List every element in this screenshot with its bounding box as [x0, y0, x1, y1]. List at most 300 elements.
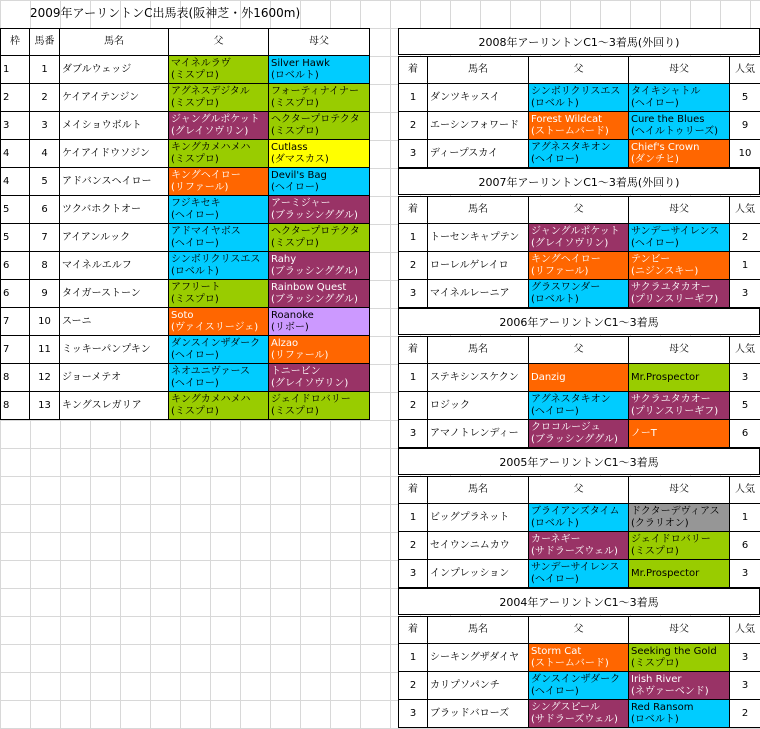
header-horse-name: 馬名: [428, 617, 529, 644]
sire-cell: [169, 308, 269, 336]
rank-cell: 2: [399, 112, 428, 140]
sire-cell-line1: カーネギー: [531, 533, 581, 545]
dam-sire-cell: [629, 140, 730, 168]
table-row: [399, 112, 760, 140]
dam-sire-cell: [269, 140, 370, 168]
table-row: [399, 364, 760, 392]
sire-cell: [529, 504, 629, 532]
dam-sire-cell: [269, 336, 370, 364]
sire-cell-line1: シンボリクリスエス: [171, 253, 261, 265]
horse-name-cell: マイネルエルフ: [60, 252, 169, 280]
results-header-row: [399, 617, 760, 644]
sire-cell: [529, 420, 629, 448]
horse-name-cell: ツクバホクトオー: [60, 196, 169, 224]
dam-sire-cell-line2: (ミスプロ): [271, 237, 319, 249]
dam-sire-cell-line1: Devil's Bag: [271, 169, 327, 181]
sire-cell: [169, 224, 269, 252]
horse-name-cell: シーキングザダイヤ: [428, 644, 529, 672]
popularity-cell: 3: [730, 672, 760, 700]
entries-table: [0, 28, 370, 420]
sheet-title: 2009年アーリントンC出馬表(阪神芝・外1600m): [30, 6, 301, 20]
dam-sire-cell-line1: Seeking the Gold: [631, 645, 717, 657]
sire-cell-line2: (サドラーズウェル): [531, 545, 618, 557]
header-dam-sire: 母父: [629, 197, 730, 224]
sire-cell: [169, 252, 269, 280]
umaban-cell: 1: [30, 56, 60, 84]
sire-cell-line2: (リファール): [531, 265, 589, 277]
dam-sire-cell-line1: Irish River: [631, 673, 682, 685]
horse-name-cell: セイウンニムカウ: [428, 532, 529, 560]
dam-sire-cell-line1: テンビー: [631, 253, 671, 265]
waku-cell: 7: [1, 308, 30, 336]
header-rank: 着: [399, 57, 428, 84]
sire-cell-line1: シングスピール: [531, 701, 600, 713]
rank-cell: 3: [399, 140, 428, 168]
dam-sire-cell-line2: (ミスプロ): [271, 125, 319, 137]
header-dam-sire: 母父: [629, 617, 730, 644]
horse-name-cell: トーセンキャプテン: [428, 224, 529, 252]
dam-sire-cell-line2: (ミスプロ): [271, 405, 319, 417]
table-row: [1, 56, 370, 84]
results-caption: 2005年アーリントンC1～3着馬: [398, 448, 760, 475]
sire-cell-line1: アフリート: [171, 281, 221, 293]
sire-cell: [169, 364, 269, 392]
dam-sire-cell-line2: (リファール): [271, 349, 329, 361]
sire-cell-line1: ネオユニヴァース: [171, 365, 250, 377]
sire-cell: [529, 532, 629, 560]
horse-name-cell: スーニ: [60, 308, 169, 336]
header-horse-name: 馬名: [428, 477, 529, 504]
sire-cell: [529, 700, 629, 728]
sire-cell-line2: (ミスプロ): [171, 405, 219, 417]
sire-cell: [169, 112, 269, 140]
dam-sire-cell: [269, 56, 370, 84]
waku-cell: 6: [1, 280, 30, 308]
horse-name-cell: ローレルゲレイロ: [428, 252, 529, 280]
dam-sire-cell-line1: Alzao: [271, 337, 299, 349]
waku-cell: 3: [1, 112, 30, 140]
umaban-cell: 13: [30, 392, 60, 420]
dam-sire-cell: [269, 252, 370, 280]
dam-sire-cell-line1: ジェイドロバリー: [271, 393, 351, 405]
horse-name-cell: ミッキーパンプキン: [60, 336, 169, 364]
umaban-cell: 10: [30, 308, 60, 336]
dam-sire-cell: [629, 672, 730, 700]
table-row: [1, 140, 370, 168]
sire-cell: [529, 392, 629, 420]
sire-cell-line2: (ヘイロー): [171, 377, 219, 389]
sire-cell-line2: (ストームバード): [531, 657, 609, 669]
rank-cell: 2: [399, 392, 428, 420]
dam-sire-cell-line1: ヘクタープロテクタ: [271, 225, 360, 237]
sire-cell-line1: キングヘイロー: [531, 253, 601, 265]
header-horse-name: 馬名: [428, 57, 529, 84]
popularity-cell: 2: [730, 224, 760, 252]
waku-cell: 8: [1, 392, 30, 420]
table-row: [1, 364, 370, 392]
header-sire: 父: [169, 29, 269, 56]
dam-sire-cell: [629, 84, 730, 112]
sire-cell: [169, 280, 269, 308]
sire-cell: [529, 644, 629, 672]
sire-cell-line1: アグネスデジタル: [171, 85, 250, 97]
dam-sire-cell-line2: (ヘイロー): [631, 237, 679, 249]
sire-cell-line2: (ロベルト): [531, 97, 579, 109]
sire-cell: [169, 392, 269, 420]
rank-cell: 1: [399, 364, 428, 392]
dam-sire-cell: [269, 392, 370, 420]
umaban-cell: 6: [30, 196, 60, 224]
popularity-cell: 5: [730, 84, 760, 112]
umaban-cell: 12: [30, 364, 60, 392]
results-caption: 2007年アーリントンC1～3着馬(外回り): [398, 168, 760, 195]
table-row: [399, 504, 760, 532]
header-sire: 父: [529, 57, 629, 84]
rank-cell: 2: [399, 532, 428, 560]
dam-sire-cell-line2: (クラリオン): [631, 517, 689, 529]
dam-sire-cell: [629, 644, 730, 672]
results-table: [398, 56, 760, 168]
sire-cell-line2: (ロベルト): [171, 265, 219, 277]
header-dam-sire: 母父: [629, 337, 730, 364]
popularity-cell: 3: [730, 280, 760, 308]
rank-cell: 2: [399, 672, 428, 700]
dam-sire-cell: [629, 560, 730, 588]
sire-cell-line2: (グレイソヴリン): [171, 125, 249, 137]
table-row: [1, 224, 370, 252]
waku-cell: 2: [1, 84, 30, 112]
table-row: [1, 84, 370, 112]
dam-sire-cell-line2: (グレイソヴリン): [271, 377, 349, 389]
sire-cell-line2: (ロベルト): [531, 293, 579, 305]
umaban-cell: 8: [30, 252, 60, 280]
sire-cell-line1: グラスワンダー: [531, 281, 601, 293]
sire-cell-line1: シンボリクリスエス: [531, 85, 621, 97]
umaban-cell: 9: [30, 280, 60, 308]
dam-sire-cell-line1: サンデーサイレンス: [631, 225, 720, 237]
table-row: [399, 420, 760, 448]
dam-sire-cell: [629, 112, 730, 140]
results-caption: 2004年アーリントンC1～3着馬: [398, 588, 760, 615]
sire-cell-line1: キングカメハメハ: [171, 393, 251, 405]
dam-sire-cell: [269, 168, 370, 196]
table-row: [1, 196, 370, 224]
dam-sire-cell: [629, 504, 730, 532]
dam-sire-cell: [629, 364, 730, 392]
dam-sire-cell-line1: ジェイドロバリー: [631, 533, 711, 545]
popularity-cell: 10: [730, 140, 760, 168]
table-row: [399, 700, 760, 728]
sire-cell-line2: (ヘイロー): [531, 573, 579, 585]
table-row: [1, 308, 370, 336]
results-table: [398, 336, 760, 448]
dam-sire-cell-line1: フォーティナイナー: [271, 85, 359, 97]
header-sire: 父: [529, 477, 629, 504]
horse-name-cell: ステキシンスケクン: [428, 364, 529, 392]
header-dam-sire: 母父: [269, 29, 370, 56]
horse-name-cell: ブラッドバローズ: [428, 700, 529, 728]
umaban-cell: 11: [30, 336, 60, 364]
sire-cell-line2: (ヘイロー): [531, 685, 579, 697]
horse-name-cell: インプレッション: [428, 560, 529, 588]
horse-name-cell: アマノトレンディー: [428, 420, 529, 448]
horse-name-cell: キングスレガリア: [60, 392, 169, 420]
dam-sire-cell: [629, 280, 730, 308]
popularity-cell: 2: [730, 700, 760, 728]
header-sire: 父: [529, 337, 629, 364]
sire-cell-line1: ダンスインザダーク: [171, 337, 261, 349]
popularity-cell: 6: [730, 532, 760, 560]
sire-cell-line2: (ブラッシンググル): [531, 433, 618, 445]
dam-sire-cell-line2: (ロベルト): [631, 713, 679, 725]
horse-name-cell: ダンツキッスイ: [428, 84, 529, 112]
dam-sire-cell-line1: Rahy: [271, 253, 297, 265]
horse-name-cell: メイショウボルト: [60, 112, 169, 140]
horse-name-cell: アドバンスヘイロー: [60, 168, 169, 196]
dam-sire-cell: [629, 224, 730, 252]
rank-cell: 3: [399, 560, 428, 588]
sire-cell-line2: (ミスプロ): [171, 97, 219, 109]
waku-cell: 4: [1, 168, 30, 196]
popularity-cell: 6: [730, 420, 760, 448]
header-rank: 着: [399, 477, 428, 504]
table-row: [399, 560, 760, 588]
horse-name-cell: ビッグプラネット: [428, 504, 529, 532]
sire-cell-line1: ダンスインザダーク: [531, 673, 621, 685]
sire-cell-line1: アグネスタキオン: [531, 141, 611, 153]
header-waku: 枠: [1, 29, 30, 56]
table-row: [399, 224, 760, 252]
header-popularity: 人気: [730, 57, 760, 84]
header-popularity: 人気: [730, 197, 760, 224]
header-popularity: 人気: [730, 477, 760, 504]
sire-cell-line1: Soto: [171, 309, 194, 321]
dam-sire-cell: [269, 280, 370, 308]
sire-cell-line1: キングカメハメハ: [171, 141, 251, 153]
dam-sire-cell-line1: ドクターデヴィアス: [631, 505, 720, 517]
popularity-cell: 5: [730, 392, 760, 420]
horse-name-cell: ダブルウェッジ: [60, 56, 169, 84]
rank-cell: 1: [399, 84, 428, 112]
sire-cell: [169, 196, 269, 224]
horse-name-cell: ケイアイドウソジン: [60, 140, 169, 168]
dam-sire-cell: [629, 532, 730, 560]
sire-cell-line2: (ミスプロ): [171, 69, 219, 81]
table-row: [1, 280, 370, 308]
table-row: [399, 140, 760, 168]
dam-sire-cell-line2: (ミスプロ): [631, 657, 679, 669]
popularity-cell: 3: [730, 364, 760, 392]
table-row: [399, 280, 760, 308]
rank-cell: 1: [399, 504, 428, 532]
sire-cell-line2: (ストームバード): [531, 125, 609, 137]
sire-cell-line1: アドマイヤボス: [171, 225, 241, 237]
dam-sire-cell-line2: (ブラッシンググル): [271, 209, 358, 221]
header-popularity: 人気: [730, 337, 760, 364]
header-horse-name: 馬名: [428, 197, 529, 224]
sire-cell: [529, 112, 629, 140]
sire-cell-line2: (ヴァイスリージェ): [171, 321, 259, 333]
horse-name-cell: アイアンルック: [60, 224, 169, 252]
waku-cell: 6: [1, 252, 30, 280]
dam-sire-cell: [629, 700, 730, 728]
waku-cell: 4: [1, 140, 30, 168]
dam-sire-cell-line1: トニービン: [271, 365, 321, 377]
dam-sire-cell: [269, 224, 370, 252]
results-caption: 2008年アーリントンC1～3着馬(外回り): [398, 28, 760, 55]
entries-header-row: [1, 29, 370, 56]
sire-cell: [169, 140, 269, 168]
results-caption: 2006年アーリントンC1～3着馬: [398, 308, 760, 335]
dam-sire-cell-line2: (ネヴァーベンド): [631, 685, 709, 697]
dam-sire-cell-line2: (プリンスリーギフ): [631, 293, 719, 305]
horse-name-cell: ロジック: [428, 392, 529, 420]
dam-sire-cell-line1: Rainbow Quest: [271, 281, 347, 293]
header-dam-sire: 母父: [629, 477, 730, 504]
dam-sire-cell-line1: サクラユタカオー: [631, 393, 711, 405]
horse-name-cell: タイガーストーン: [60, 280, 169, 308]
sire-cell-line1: フジキセキ: [171, 197, 221, 209]
sire-cell: [529, 280, 629, 308]
dam-sire-cell-line2: (ブラッシンググル): [271, 293, 358, 305]
waku-cell: 7: [1, 336, 30, 364]
dam-sire-cell-line2: (ミスプロ): [631, 545, 679, 557]
table-row: [1, 168, 370, 196]
rank-cell: 3: [399, 700, 428, 728]
popularity-cell: 9: [730, 112, 760, 140]
sire-cell-line2: (サドラーズウェル): [531, 713, 618, 725]
results-header-row: [399, 197, 760, 224]
dam-sire-cell: [629, 392, 730, 420]
results-header-row: [399, 57, 760, 84]
dam-sire-cell-line1: Red Ransom: [631, 701, 694, 713]
dam-sire-cell-line2: (ヘイロー): [631, 97, 679, 109]
sire-cell-line1: マイネルラヴ: [171, 57, 231, 69]
sire-cell-line1: クロコルージュ: [531, 421, 601, 433]
horse-name-cell: カリプソパンチ: [428, 672, 529, 700]
dam-sire-cell-line1: Roanoke: [271, 309, 314, 321]
dam-sire-cell-line2: (ロベルト): [271, 69, 319, 81]
sire-cell-line1: Forest Wildcat: [531, 113, 602, 125]
horse-name-cell: マイネルレーニア: [428, 280, 529, 308]
horse-name-cell: ジョーメテオ: [60, 364, 169, 392]
dam-sire-cell-line1: Cutlass: [271, 141, 308, 153]
rank-cell: 1: [399, 644, 428, 672]
sire-cell: [529, 364, 629, 392]
dam-sire-cell-line1: Chief's Crown: [631, 141, 700, 153]
results-header-row: [399, 337, 760, 364]
sire-cell-line2: (ヘイロー): [531, 405, 579, 417]
waku-cell: 5: [1, 224, 30, 252]
dam-sire-cell-line1: Mr.Prospector: [631, 567, 700, 579]
dam-sire-cell-line2: (ヘイロー): [271, 181, 319, 193]
popularity-cell: 3: [730, 644, 760, 672]
sire-cell: [529, 672, 629, 700]
waku-cell: 5: [1, 196, 30, 224]
dam-sire-cell-line1: Cure the Blues: [631, 113, 705, 125]
horse-name-cell: ディープスカイ: [428, 140, 529, 168]
sire-cell-line1: ブライアンズタイム: [531, 505, 620, 517]
dam-sire-cell-line1: Mr.Prospector: [631, 371, 700, 383]
umaban-cell: 2: [30, 84, 60, 112]
sire-cell-line1: ジャングルポケット: [171, 113, 260, 125]
dam-sire-cell-line2: (ブラッシンググル): [271, 265, 358, 277]
sire-cell-line2: (ヘイロー): [171, 209, 219, 221]
dam-sire-cell-line1: アーミジャー: [271, 197, 331, 209]
umaban-cell: 7: [30, 224, 60, 252]
dam-sire-cell-line2: (ヘイルトゥリーズ): [631, 125, 719, 137]
dam-sire-cell: [629, 252, 730, 280]
horse-name-cell: エーシンフォワード: [428, 112, 529, 140]
table-row: [399, 392, 760, 420]
table-row: [399, 84, 760, 112]
dam-sire-cell-line2: (ダマスカス): [271, 153, 329, 165]
sire-cell-line1: サンデーサイレンス: [531, 561, 620, 573]
sire-cell: [169, 336, 269, 364]
sire-cell-line2: (ミスプロ): [171, 153, 219, 165]
header-rank: 着: [399, 617, 428, 644]
header-sire: 父: [529, 617, 629, 644]
dam-sire-cell: [269, 84, 370, 112]
horse-name-cell: ケイアイテンジン: [60, 84, 169, 112]
results-table: [398, 616, 760, 728]
table-row: [1, 392, 370, 420]
header-umaban: 馬番: [30, 29, 60, 56]
header-rank: 着: [399, 197, 428, 224]
table-row: [399, 252, 760, 280]
sire-cell: [169, 168, 269, 196]
dam-sire-cell-line1: サクラユタカオー: [631, 281, 711, 293]
sire-cell-line2: (ヘイロー): [171, 349, 219, 361]
results-table: [398, 476, 760, 588]
dam-sire-cell: [269, 196, 370, 224]
sire-cell-line2: (ミスプロ): [171, 293, 219, 305]
dam-sire-cell-line1: ヘクタープロテクタ: [271, 113, 360, 125]
dam-sire-cell-line1: Silver Hawk: [271, 57, 330, 69]
sire-cell: [529, 560, 629, 588]
rank-cell: 1: [399, 224, 428, 252]
umaban-cell: 3: [30, 112, 60, 140]
sire-cell-line2: (ヘイロー): [171, 237, 219, 249]
table-row: [1, 112, 370, 140]
header-popularity: 人気: [730, 617, 760, 644]
sire-cell: [529, 224, 629, 252]
table-row: [1, 336, 370, 364]
header-dam-sire: 母父: [629, 57, 730, 84]
popularity-cell: 1: [730, 504, 760, 532]
dam-sire-cell: [629, 420, 730, 448]
header-sire: 父: [529, 197, 629, 224]
dam-sire-cell-line2: (リボー): [271, 321, 309, 333]
header-horse-name: 馬名: [60, 29, 169, 56]
popularity-cell: 1: [730, 252, 760, 280]
sire-cell: [169, 56, 269, 84]
dam-sire-cell: [269, 364, 370, 392]
sire-cell-line1: アグネスタキオン: [531, 393, 611, 405]
dam-sire-cell-line2: (ニジンスキー): [631, 265, 699, 277]
popularity-cell: 3: [730, 560, 760, 588]
sire-cell: [529, 252, 629, 280]
sire-cell: [169, 84, 269, 112]
dam-sire-cell: [269, 308, 370, 336]
dam-sire-cell-line2: (ミスプロ): [271, 97, 319, 109]
table-row: [399, 672, 760, 700]
sire-cell-line1: ジャングルポケット: [531, 225, 620, 237]
table-row: [399, 644, 760, 672]
sire-cell-line2: (ヘイロー): [531, 153, 579, 165]
table-row: [399, 532, 760, 560]
table-row: [1, 252, 370, 280]
